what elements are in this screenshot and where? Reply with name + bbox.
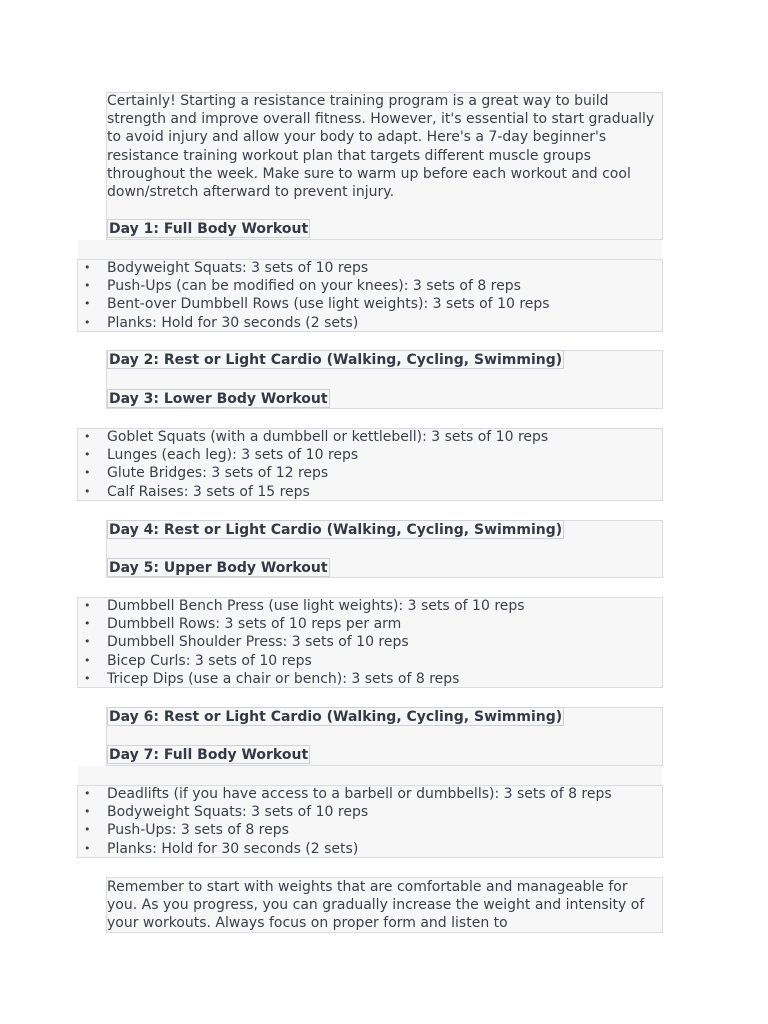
list-item: • Calf Raises: 3 sets of 15 reps xyxy=(78,483,662,501)
outro-paragraph: Remember to start with weights that are comfortable and manageable for you. As you progress, you can gradually increase the weight and intensity of your workouts. Always focus on proper form and listen to xyxy=(107,879,645,932)
list-item: • Goblet Squats (with a dumbbell or kettlebell): 3 sets of 10 reps xyxy=(78,428,662,446)
day7-heading: Day 7: Full Body Workout xyxy=(109,747,309,763)
day3-exercise-list xyxy=(78,428,662,501)
list-item: • Lunges (each leg): 3 sets of 10 reps xyxy=(78,446,662,464)
list-item: • Dumbbell Shoulder Press: 3 sets of 10 reps xyxy=(78,633,662,651)
day5-exercise-list xyxy=(78,597,662,688)
list-item: • Dumbbell Rows: 3 sets of 10 reps per arm xyxy=(78,615,662,633)
day3-heading: Day 3: Lower Body Workout xyxy=(109,391,328,407)
day2-heading: Day 2: Rest or Light Cardio (Walking, Cycling, Swimming) xyxy=(109,352,563,368)
spacer-strip xyxy=(78,240,662,259)
day6-heading: Day 6: Rest or Light Cardio (Walking, Cycling, Swimming) xyxy=(109,709,563,725)
list-item: • Bent-over Dumbbell Rows (use light weights): 3 sets of 10 reps xyxy=(78,295,662,313)
list-item: • Deadlifts (if you have access to a barbell or dumbbells): 3 sets of 8 reps xyxy=(78,785,662,803)
list-item: • Bicep Curls: 3 sets of 10 reps xyxy=(78,652,662,670)
day5-heading: Day 5: Upper Body Workout xyxy=(109,560,328,576)
day1-exercise-list xyxy=(78,259,662,332)
spacer-strip xyxy=(78,766,662,785)
list-item: • Dumbbell Bench Press (use light weights): 3 sets of 10 reps xyxy=(78,597,662,615)
list-item: • Planks: Hold for 30 seconds (2 sets) xyxy=(78,840,662,858)
list-item: • Tricep Dips (use a chair or bench): 3 sets of 8 reps xyxy=(78,670,662,688)
day4-heading: Day 4: Rest or Light Cardio (Walking, Cycling, Swimming) xyxy=(109,522,563,538)
intro-paragraph: Certainly! Starting a resistance training program is a great way to build strength and improve overall fitness. However, it's essential to start gradually to avoid injury and allow your body to adapt. Here's a 7-day beginner's resistance training workout plan that targets different muscle groups throughout the week. Make sure to warm up before each workout and cool down/stretch afterward to prevent injury. xyxy=(107,93,655,201)
list-item: • Bodyweight Squats: 3 sets of 10 reps xyxy=(78,803,662,821)
day7-exercise-list xyxy=(78,785,662,858)
list-item: • Bodyweight Squats: 3 sets of 10 reps xyxy=(78,259,662,277)
list-item: • Push-Ups: 3 sets of 8 reps xyxy=(78,821,662,839)
list-item: • Planks: Hold for 30 seconds (2 sets) xyxy=(78,314,662,332)
day1-heading: Day 1: Full Body Workout xyxy=(109,221,309,237)
list-item: • Glute Bridges: 3 sets of 12 reps xyxy=(78,464,662,482)
list-item: • Push-Ups (can be modified on your knees): 3 sets of 8 reps xyxy=(78,277,662,295)
